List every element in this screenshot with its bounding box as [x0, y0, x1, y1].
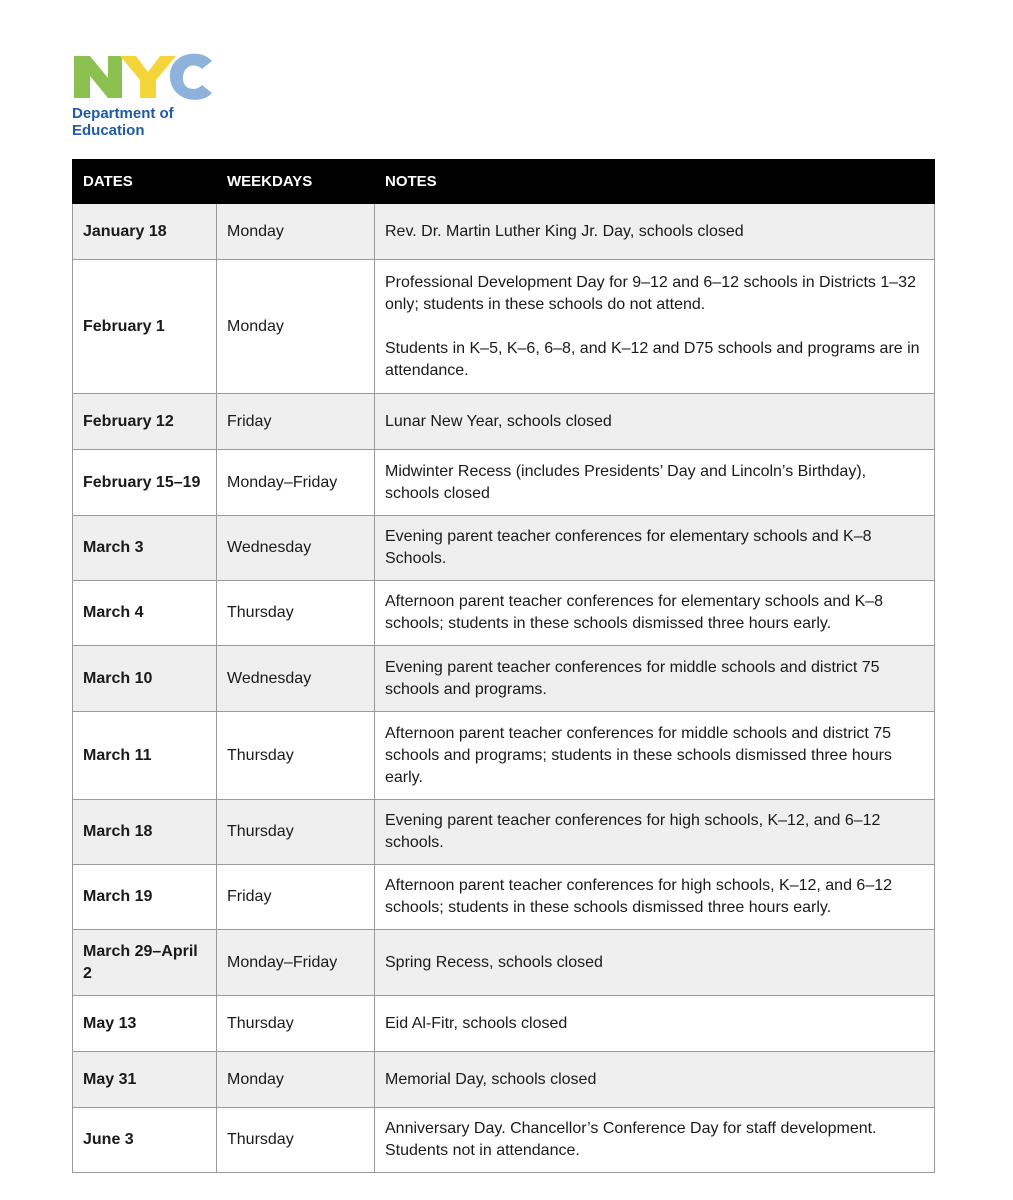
weekday-cell: Thursday — [217, 996, 375, 1052]
notes-cell — [375, 646, 935, 712]
notes-cell — [375, 581, 935, 646]
notes-cell — [375, 204, 935, 260]
table-row — [73, 204, 935, 260]
note-text: Evening parent teacher conferences for high schools, K–12, and 6–12 schools. — [385, 812, 881, 851]
logo-letter-c — [170, 54, 212, 100]
date-cell: March 19 — [73, 865, 217, 930]
notes-cell — [375, 712, 935, 800]
notes-cell — [375, 865, 935, 930]
weekday-cell: Thursday — [217, 1108, 375, 1173]
date-cell: May 31 — [73, 1052, 217, 1108]
weekday-cell: Monday–Friday — [217, 450, 375, 516]
note-text: Lunar New Year, schools closed — [385, 412, 612, 430]
date-cell: February 15–19 — [73, 450, 217, 516]
date-cell: March 10 — [73, 646, 217, 712]
weekday-cell: Monday — [217, 260, 375, 394]
weekday-cell: Monday — [217, 1052, 375, 1108]
column-header-weekdays: WEEKDAYS — [217, 160, 375, 204]
table-row — [73, 1108, 935, 1173]
nyc-doe-logo — [72, 52, 222, 144]
weekday-cell: Friday — [217, 394, 375, 450]
note-text: Midwinter Recess (includes Presidents’ Day and Lincoln’s Birthday), schools closed — [385, 462, 867, 502]
notes-cell — [375, 800, 935, 865]
logo-letter-y — [120, 56, 176, 98]
notes-cell — [375, 996, 935, 1052]
date-cell: February 1 — [73, 260, 217, 394]
table-row — [73, 930, 935, 996]
nyc-logo-mark — [72, 52, 222, 104]
note-text: Afternoon parent teacher conferences for middle schools and district 75 schools and programs; students in these schools dismissed three hours early. — [385, 724, 892, 786]
table-row — [73, 450, 935, 516]
table-row — [73, 581, 935, 646]
logo-caption — [72, 105, 174, 139]
note-text: Evening parent teacher conferences for elementary schools and K–8 Schools. — [385, 528, 872, 567]
table-row — [73, 865, 935, 930]
logo-letter-n — [74, 56, 122, 98]
logo-line-department: Department of — [72, 105, 174, 122]
date-cell: February 12 — [73, 394, 217, 450]
note-text: Evening parent teacher conferences for middle schools and district 75 schools and programs. — [385, 658, 880, 698]
date-cell: March 29–April 2 — [73, 930, 217, 996]
table-row — [73, 1052, 935, 1108]
weekday-cell: Wednesday — [217, 516, 375, 581]
notes-cell — [375, 260, 935, 394]
date-cell: March 4 — [73, 581, 217, 646]
notes-cell — [375, 394, 935, 450]
weekday-cell: Friday — [217, 865, 375, 930]
note-text: Afternoon parent teacher conferences for elementary schools and K–8 schools; students in these schools dismissed three hours early. — [385, 593, 884, 632]
notes-cell — [375, 516, 935, 581]
note-text: Spring Recess, schools closed — [385, 953, 603, 971]
date-cell: March 11 — [73, 712, 217, 800]
weekday-cell: Monday — [217, 204, 375, 260]
table-row — [73, 800, 935, 865]
table-row — [73, 260, 935, 394]
weekday-cell: Thursday — [217, 581, 375, 646]
table-header-row — [73, 160, 935, 204]
note-text: Anniversary Day. Chancellor’s Conference Day for staff development. Students not in attendance. — [385, 1120, 877, 1159]
note-text: Memorial Day, schools closed — [385, 1070, 597, 1088]
column-header-dates: DATES — [73, 160, 217, 204]
note-text: Eid Al-Fitr, schools closed — [385, 1014, 568, 1032]
column-header-notes: NOTES — [375, 160, 935, 204]
notes-cell — [375, 450, 935, 516]
date-cell: March 18 — [73, 800, 217, 865]
date-cell: January 18 — [73, 204, 217, 260]
note-text: Rev. Dr. Martin Luther King Jr. Day, schools closed — [385, 222, 744, 240]
table-row — [73, 394, 935, 450]
weekday-cell: Monday–Friday — [217, 930, 375, 996]
logo-line-education: Education — [72, 122, 145, 139]
weekday-cell: Thursday — [217, 712, 375, 800]
note-text: Afternoon parent teacher conferences for high schools, K–12, and 6–12 schools; students in these schools dismissed three hours early. — [385, 877, 893, 916]
note-text: Students in K–5, K–6, 6–8, and K–12 and D75 schools and programs are in attendance. — [385, 339, 920, 379]
date-cell: June 3 — [73, 1108, 217, 1173]
date-cell: March 3 — [73, 516, 217, 581]
school-calendar-table — [72, 159, 935, 1173]
table-row — [73, 996, 935, 1052]
notes-cell — [375, 1108, 935, 1173]
note-text: Professional Development Day for 9–12 and 6–12 schools in Districts 1–32 only; students in these schools do not attend. — [385, 273, 916, 313]
notes-cell — [375, 1052, 935, 1108]
table-row — [73, 712, 935, 800]
weekday-cell: Wednesday — [217, 646, 375, 712]
date-cell: May 13 — [73, 996, 217, 1052]
table-row — [73, 516, 935, 581]
notes-cell — [375, 930, 935, 996]
table-row — [73, 646, 935, 712]
weekday-cell: Thursday — [217, 800, 375, 865]
